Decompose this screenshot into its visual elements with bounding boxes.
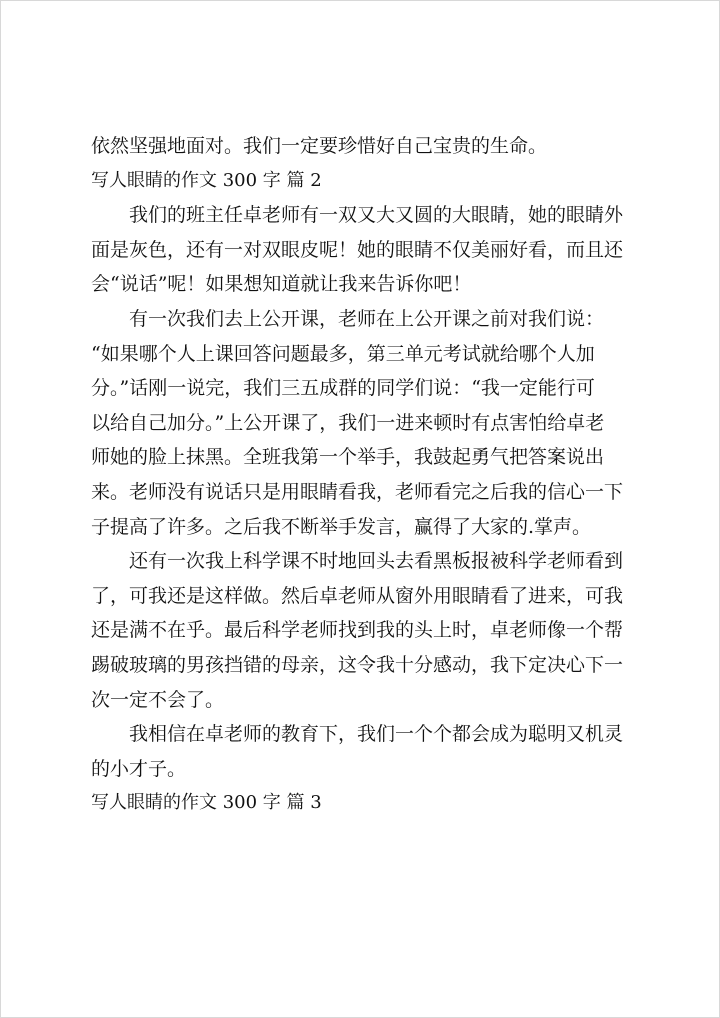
text-line: “如果哪个人上课回答问题最多，第三单元考试就给哪个人加 [91, 342, 595, 365]
text-line: 了，可我还是这样做。然后卓老师从窗外用眼睛看了进来，可我 [91, 584, 624, 607]
text-line: 的小才子。 [91, 757, 187, 780]
document-body [91, 129, 653, 821]
text-line: 会“说话”呢！如果想知道就让我来告诉你吧！ [91, 273, 472, 296]
text-line: 来。老师没有说话只是用眼睛看我，老师看完之后我的信心一下 [91, 480, 624, 503]
text-line: 次一定不会了。 [91, 688, 225, 711]
paragraph-first-line: 还有一次我上科学课不时地回头去看黑板报被科学老师看到 [129, 550, 624, 573]
text-line: 面是灰色，还有一对双眼皮呢！她的眼睛不仅美丽好看，而且还 [91, 238, 624, 261]
text-line: 还是满不在乎。最后科学老师找到我的头上时，卓老师像一个帮 [91, 619, 624, 642]
paragraph-first-line: 有一次我们去上公开课，老师在上公开课之前对我们说： [129, 307, 605, 330]
paragraph-first-line: 我们的班主任卓老师有一双又大又圆的大眼睛，她的眼睛外 [129, 204, 624, 227]
section-heading: 写人眼睛的作文 300 字 篇 3 [91, 792, 322, 814]
text-line: 子提高了许多。之后我不断举手发言，赢得了大家的.掌声。 [91, 515, 592, 538]
text-line: 以给自己加分。”上公开课了，我们一进来顿时有点害怕给卓老 [91, 411, 605, 434]
text-line: 分。”话刚一说完，我们三五成群的同学们说：“我一定能行可 [91, 377, 595, 400]
paragraph-first-line: 我相信在卓老师的教育下，我们一个个都会成为聪明又机灵 [129, 723, 624, 746]
text-line: 踢破玻璃的男孩挡错的母亲，这令我十分感动，我下定决心下一 [91, 653, 624, 676]
text-line: 依然坚强地面对。我们一定要珍惜好自己宝贵的生命。 [91, 135, 548, 157]
text-line: 师她的脸上抹黑。全班我第一个举手，我鼓起勇气把答案说出 [91, 446, 605, 469]
section-heading: 写人眼睛的作文 300 字 篇 2 [91, 169, 322, 191]
